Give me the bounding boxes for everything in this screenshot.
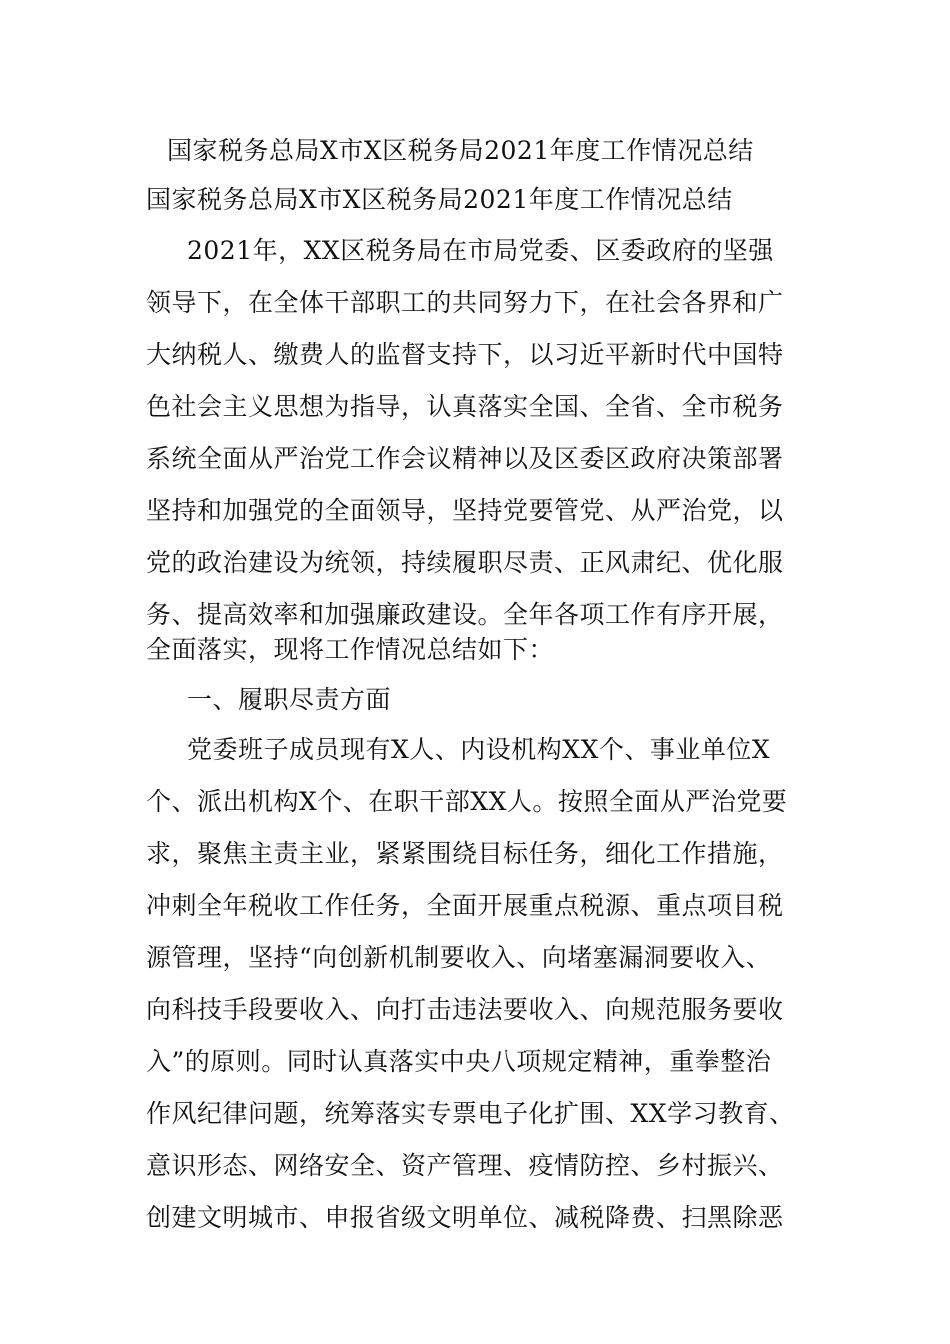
paragraph-line: 个、派出机构X个、在职干部XX人。按照全面从严治党要 [146, 787, 788, 816]
paragraph-line: 大纳税人、缴费人的监督支持下，以习近平新时代中国特 [146, 340, 784, 369]
paragraph-line: 冲刺全年税收工作任务，全面开展重点税源、重点项目税 [146, 891, 784, 920]
paragraph-line: 意识形态、网络安全、资产管理、疫情防控、乡村振兴、 [146, 1151, 784, 1180]
paragraph-line: 党委班子成员现有X人、内设机构XX个、事业单位X [187, 735, 771, 764]
paragraph-line: 务、提高效率和加强廉政建设。全年各项工作有序开展， [146, 600, 784, 629]
paragraph-line: 向科技手段要收入、向打击违法要收入、向规范服务要收 [146, 995, 784, 1024]
paragraph-line: 色社会主义思想为指导，认真落实全国、全省、全市税务 [146, 392, 784, 421]
paragraph-line: 领导下，在全体干部职工的共同努力下，在社会各界和广 [146, 288, 784, 317]
paragraph-line: 党的政治建设为统领，持续履职尽责、正风肃纪、优化服 [146, 548, 784, 577]
paragraph-line: 创建文明城市、申报省级文明单位、减税降费、扫黑除恶 [146, 1203, 784, 1232]
paragraph-line: 坚持和加强党的全面领导，坚持党要管党、从严治党，以 [146, 496, 784, 525]
paragraph-line: 2021年，XX区税务局在市局党委、区委政府的坚强 [187, 236, 774, 265]
paragraph-line: 全面落实，现将工作情况总结如下： [146, 635, 555, 664]
paragraph-line: 作风纪律问题，统筹落实专票电子化扩围、XX学习教育、 [146, 1099, 795, 1128]
paragraph-line: 求，聚焦主责主业，紧紧围绕目标任务，细化工作措施， [146, 839, 784, 868]
document-title-line-1: 国家税务总局X市X区税务局2021年度工作情况总结 [167, 136, 754, 165]
paragraph-line: 源管理，坚持“向创新机制要收入、向堵塞漏洞要收入、 [146, 943, 772, 972]
section-heading: 一、履职尽责方面 [187, 685, 392, 714]
paragraph-line: 系统全面从严治党工作会议精神以及区委区政府决策部署 [146, 444, 784, 473]
paragraph-line: 入”的原则。同时认真落实中央八项规定精神，重拳整治 [146, 1047, 772, 1076]
document-title-line-2: 国家税务总局X市X区税务局2021年度工作情况总结 [146, 185, 733, 214]
